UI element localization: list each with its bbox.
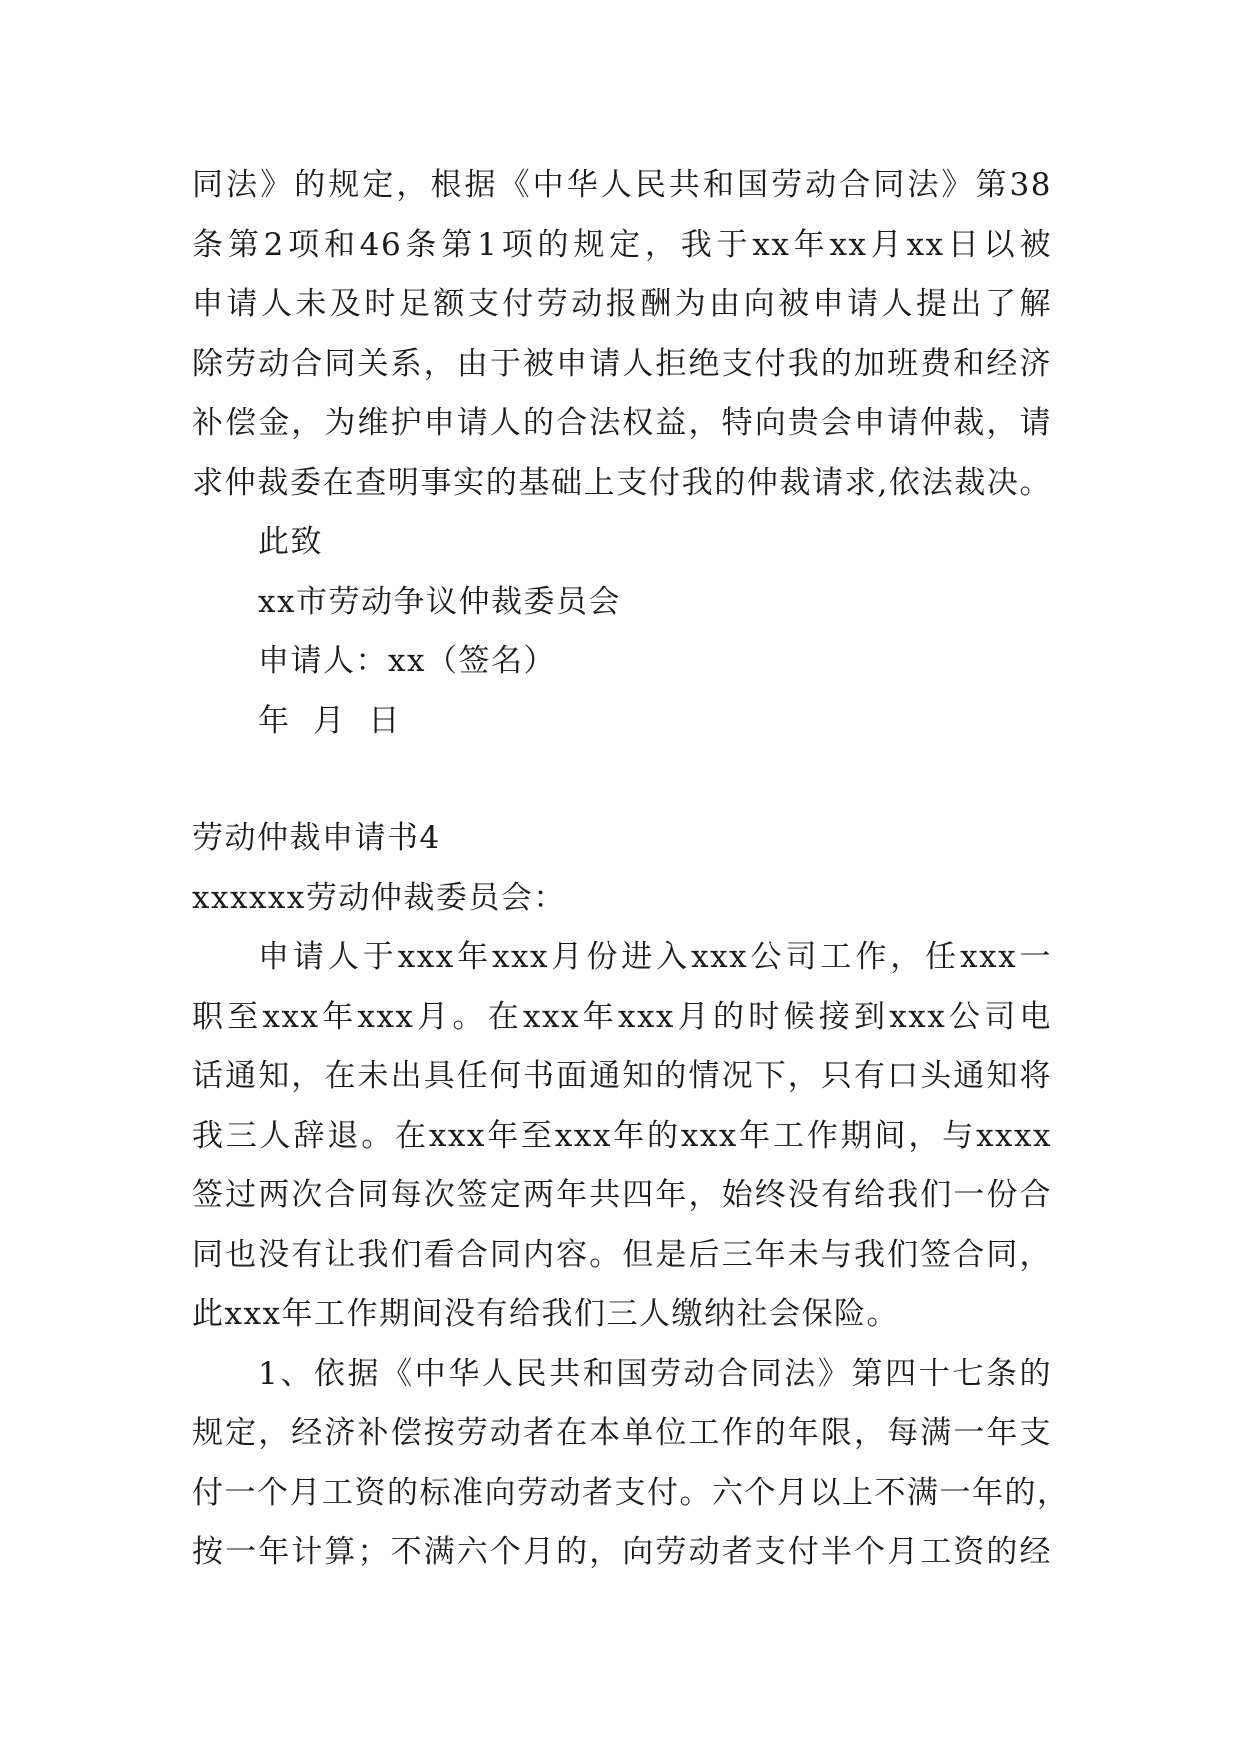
- paragraph-line: 签过两次合同每次签定两年共四年，始终没有给我们一份合: [192, 1177, 1052, 1213]
- paragraph-line: 除劳动合同关系，由于被申请人拒绝支付我的加班费和经济: [192, 345, 1052, 382]
- paragraph-line: 同法》的规定，根据《中华人民共和国劳动合同法》第38: [192, 167, 1052, 203]
- paragraph-line: 付一个月工资的标准向劳动者支付。六个月以上不满一年的，: [192, 1474, 1070, 1511]
- paragraph-line: 条第2项和46条第1项的规定，我于xx年xx月xx日以被: [192, 226, 1052, 263]
- paragraph-line: 补偿金，为维护申请人的合法权益，特向贵会申请仲裁，请: [192, 405, 1052, 441]
- paragraph-line: 我三人辞退。在xxx年至xxx年的xxx年工作期间，与xxxx: [192, 1117, 1052, 1154]
- paragraph-line: 申请人未及时足额支付劳动报酬为由向被申请人提出了解: [192, 286, 1052, 322]
- recipient-name: xx市劳动争议仲裁委员会: [258, 583, 621, 620]
- paragraph-line: 职至xxx年xxx月。在xxx年xxx月的时候接到xxx公司电: [192, 998, 1052, 1035]
- paragraph-line: 1、依据《中华人民共和国劳动合同法》第四十七条的: [258, 1355, 1052, 1392]
- paragraph-line: 求仲裁委在查明事实的基础上支付我的仲裁请求,依法裁决。: [192, 464, 1052, 501]
- section-title: 劳动仲裁申请书4: [192, 820, 441, 856]
- paragraph-line: 按一年计算；不满六个月的，向劳动者支付半个月工资的经: [192, 1534, 1052, 1570]
- paragraph-line: 申请人于xxx年xxx月份进入xxx公司工作，任xxx一: [258, 939, 1052, 975]
- paragraph-line: 此xxx年工作期间没有给我们三人缴纳社会保险。: [192, 1296, 899, 1332]
- paragraph-line: 规定，经济补偿按劳动者在本单位工作的年限，每满一年支: [192, 1415, 1052, 1451]
- section-gap: [192, 751, 1052, 809]
- applicant-signature: 申请人：xx（签名）: [258, 643, 556, 679]
- signature-date: 年 月 日: [258, 702, 401, 739]
- document-body: [192, 156, 1070, 1583]
- paragraph-line: 话通知，在未出具任何书面通知的情况下，只有口头通知将: [192, 1058, 1052, 1094]
- addressee: xxxxxx劳动仲裁委员会：: [192, 879, 566, 916]
- closing-salutation: 此致: [258, 524, 323, 560]
- paragraph-line: 同也没有让我们看合同内容。但是后三年未与我们签合同，: [192, 1236, 1052, 1273]
